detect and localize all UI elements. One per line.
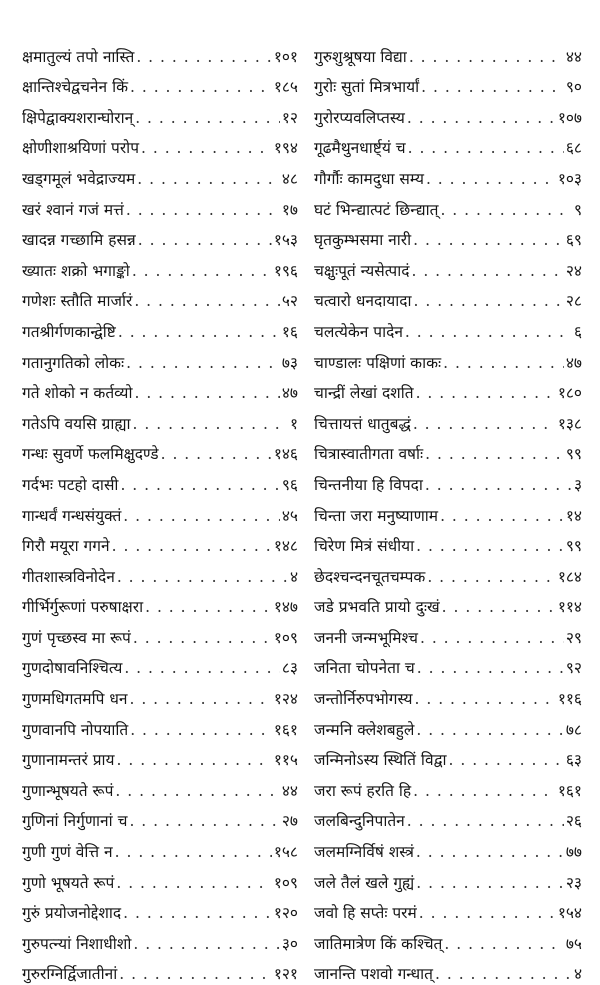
page-number: १८० [557, 384, 582, 403]
dot-leader [416, 720, 564, 740]
page-number: ७७ [565, 843, 582, 862]
verse-first-line: जननी जन्मभूमिश्च [314, 628, 418, 647]
page-number: ७५ [565, 934, 582, 953]
page-number: १६ [281, 322, 298, 341]
index-entry [22, 434, 298, 465]
index-entry [314, 464, 582, 495]
verse-first-line: गुणमधिगतमपि धन [22, 690, 128, 709]
verse-first-line: घटं भिन्द्यात्पटं छिन्द्यात् [314, 200, 439, 219]
verse-first-line: जरा रूपं हरति हि [314, 781, 412, 800]
page-number: १२१ [273, 965, 298, 984]
verse-first-line: गुणानामन्तरं प्राय [22, 751, 115, 770]
verse-first-line: जनिता चोपनेता च [314, 659, 415, 678]
page-number: १३८ [557, 414, 582, 433]
page-number: ४ [573, 965, 582, 984]
page-number: १४७ [273, 598, 298, 617]
index-entry [22, 220, 298, 251]
index-entry [22, 189, 298, 220]
page-number: २९ [565, 628, 582, 647]
verse-first-line: गुणी गुणं वेत्ति न [22, 843, 113, 862]
index-entry [314, 556, 582, 587]
dot-leader [123, 903, 272, 923]
index-entry [314, 311, 582, 342]
page-number: ४४ [281, 781, 298, 800]
dot-leader [135, 108, 280, 128]
dot-leader [145, 597, 272, 617]
dot-leader [407, 811, 564, 831]
index-entry [22, 311, 298, 342]
verse-first-line: गणेशः स्तौति मार्जारं [22, 292, 133, 311]
dot-leader [134, 383, 279, 403]
page-number: ९९ [565, 537, 582, 556]
page-number: १४८ [273, 537, 298, 556]
index-entry [314, 954, 582, 985]
page-number: १०१ [273, 47, 298, 66]
index-entry [314, 893, 582, 924]
page-number: ४७ [281, 384, 298, 403]
index-entry [314, 373, 582, 404]
dot-leader [161, 444, 272, 464]
index-entry [22, 740, 298, 771]
dot-leader [413, 230, 564, 250]
page-number: ११४ [557, 598, 582, 617]
page-number: २६ [565, 812, 582, 831]
verse-first-line: चलत्येकेन पादेन [314, 322, 403, 341]
page-number: १९६ [273, 261, 298, 280]
page-number: १ [289, 414, 298, 433]
verse-first-line: गुणं पृच्छस्व मा रूपं [22, 628, 131, 647]
page-number: २८ [565, 292, 582, 311]
verse-first-line: गतश्रीर्गणकान्द्वेष्टि [22, 322, 116, 341]
dot-leader [137, 169, 280, 189]
page-number: १२४ [273, 690, 298, 709]
verse-first-line: चत्वारो धनदायादा [314, 292, 412, 311]
index-entry [22, 831, 298, 862]
index-entry [22, 709, 298, 740]
dot-leader [440, 200, 571, 220]
index-entry [22, 97, 298, 128]
index-entry [314, 434, 582, 465]
verse-first-line: गुरोः सुतां मित्रभार्यां [314, 78, 420, 97]
dot-leader [126, 353, 280, 373]
verse-first-line: जलमग्निर्विषं शस्त्रं [314, 843, 414, 862]
index-entry [22, 862, 298, 893]
index-entry [314, 158, 582, 189]
verse-first-line: गूढमैथुनधार्ष्ट्यं च [314, 139, 406, 158]
index-entry [314, 801, 582, 832]
index-entry [314, 770, 582, 801]
page-number: १६१ [273, 720, 298, 739]
index-entry [22, 526, 298, 557]
index-entry [314, 189, 582, 220]
page-number: ९९ [565, 445, 582, 464]
dot-leader [126, 200, 280, 220]
verse-first-line: चाण्डालः पक्षिणां काकः [314, 353, 442, 372]
dot-leader [119, 964, 272, 984]
index-entry [314, 67, 582, 98]
dot-leader [115, 781, 279, 801]
dot-leader [425, 475, 572, 495]
index-entry [22, 250, 298, 281]
index-entry [22, 678, 298, 709]
page-number: ४५ [281, 506, 298, 525]
dot-leader [118, 322, 280, 342]
index-entry [22, 770, 298, 801]
page-number: ३० [281, 934, 298, 953]
verse-first-line: चित्तायत्तं धातुबद्धं [314, 414, 411, 433]
dot-leader [130, 77, 272, 97]
dot-leader [117, 567, 288, 587]
index-entry [22, 464, 298, 495]
right-index-column [314, 36, 582, 984]
dot-leader [414, 689, 555, 709]
index-entry [22, 923, 298, 954]
page-number: ९० [565, 78, 582, 97]
dot-leader [413, 414, 556, 434]
page-number: १२० [273, 904, 298, 923]
dot-leader [407, 108, 556, 128]
verse-first-line: चान्द्रीं लेखां दशति [314, 384, 414, 403]
page-number: १४६ [273, 445, 298, 464]
index-entry [22, 587, 298, 618]
verse-first-line: छेदश्चन्दनचूतचम्पक [314, 567, 426, 586]
dot-leader [419, 903, 556, 923]
verse-first-line: गन्धः सुवर्णे फलमिक्षुदण्डे [22, 445, 159, 464]
verse-first-line: जले तैलं खले गुह्यं [314, 873, 415, 892]
page-number: ९ [573, 200, 582, 219]
verse-first-line: क्षोणीशाश्रयिणां परोप [22, 139, 139, 158]
dot-leader [133, 414, 288, 434]
verse-first-line: गुणवानपि नोपयाति [22, 720, 129, 739]
verse-first-line: खड्गमूलं भवेद्राज्यम [22, 169, 136, 188]
dot-leader [129, 689, 271, 709]
index-entry [22, 281, 298, 312]
page-number: ११५ [273, 751, 298, 770]
index-entry [314, 831, 582, 862]
index-entry [22, 158, 298, 189]
dot-leader [414, 291, 564, 311]
verse-first-line: जडे प्रभवति प्रायो दुःखं [314, 598, 440, 617]
dot-leader [416, 873, 564, 893]
index-entry [22, 801, 298, 832]
index-entry [22, 954, 298, 985]
verse-first-line: गान्धर्वं गन्धसंयुक्तं [22, 506, 122, 525]
dot-leader [440, 506, 564, 526]
verse-first-line: गुणदोषावनिश्चित्य [22, 659, 123, 678]
verse-first-line: गतानुगतिको लोकः [22, 353, 125, 372]
verse-first-line: गुरुशुश्रूषया विद्या [314, 47, 407, 66]
page-number: १४ [565, 506, 582, 525]
index-entry [22, 648, 298, 679]
verse-first-line: जन्तोर्निरुपभोगस्य [314, 690, 413, 709]
page-number: ८३ [281, 659, 298, 678]
page-number: ६८ [565, 139, 582, 158]
page-number: ७३ [281, 353, 298, 372]
page-number: ६३ [565, 751, 582, 770]
index-entry [314, 526, 582, 557]
index-entry [314, 403, 582, 434]
dot-leader [442, 597, 556, 617]
page-number: ९२ [565, 659, 582, 678]
verse-first-line: चक्षुःपूतं न्यसेत्पादं [314, 261, 410, 280]
verse-first-line: चित्रास्वातीगता वर्षाः [314, 445, 424, 464]
index-entry [22, 617, 298, 648]
index-entry [22, 342, 298, 373]
dot-leader [416, 536, 564, 556]
page-number: ६९ [565, 231, 582, 250]
dot-leader [444, 934, 564, 954]
dot-leader [133, 628, 272, 648]
verse-first-line: गुरुं प्रयोजनोद्देशाद [22, 904, 122, 923]
verse-first-line: खादन्न गच्छामि हसन्न [22, 231, 136, 250]
index-entry [314, 678, 582, 709]
verse-first-line: चिन्तनीया हि विपदा [314, 475, 423, 494]
dot-leader [416, 842, 564, 862]
index-entry [314, 250, 582, 281]
index-entry [22, 495, 298, 526]
index-entry [314, 97, 582, 128]
page-number: १५४ [557, 904, 582, 923]
dot-leader [120, 475, 279, 495]
page-number: १०७ [557, 108, 582, 127]
dot-leader [421, 77, 564, 97]
page-number: १५३ [273, 231, 298, 250]
page-number: २७ [281, 812, 298, 831]
dot-leader [117, 750, 272, 770]
verse-first-line: जवो हि सप्तेः परमं [314, 904, 417, 923]
index-entry [314, 36, 582, 67]
dot-leader [408, 138, 564, 158]
verse-first-line: जन्मनि क्लेशबहुले [314, 720, 415, 739]
index-entry [314, 709, 582, 740]
page-number: ५२ [281, 292, 298, 311]
verse-first-line: ख्यातः शक्रो भगाङ्को [22, 261, 130, 280]
page-number: ७८ [565, 720, 582, 739]
page-number: १९४ [273, 139, 298, 158]
index-entry [314, 495, 582, 526]
dot-leader [134, 291, 280, 311]
dot-leader [413, 781, 556, 801]
verse-first-line: गिरौ मयूरा गगने [22, 537, 110, 556]
dot-leader [116, 873, 271, 893]
verse-first-line: क्षान्तिश्चेद्वचनेन किं [22, 78, 128, 97]
dot-leader [132, 261, 272, 281]
verse-first-line: गते शोको न कर्तव्यो [22, 384, 133, 403]
index-entry [22, 403, 298, 434]
verse-first-line: गुणान्भूषयते रूपं [22, 781, 114, 800]
dot-leader [115, 842, 272, 862]
page-number: २३ [565, 873, 582, 892]
page-number: ६ [573, 322, 582, 341]
verse-first-line: खरं श्वानं गजं मत्तं [22, 200, 124, 219]
page-number: १५८ [273, 843, 298, 862]
index-entry [314, 281, 582, 312]
dot-leader [449, 750, 564, 770]
dot-leader [133, 934, 280, 954]
dot-leader [425, 444, 564, 464]
dot-leader [417, 658, 564, 678]
verse-first-line: जन्मिनोऽस्य स्थितिं विद्वा [314, 751, 447, 770]
verse-first-line: गौर्गौः कामदुधा सम्य [314, 169, 424, 188]
page-number: १८५ [273, 78, 298, 97]
page-number: १०३ [557, 169, 582, 188]
page-number: ४४ [565, 47, 582, 66]
dot-leader [123, 506, 280, 526]
page-number: १०९ [273, 873, 298, 892]
index-entry [314, 128, 582, 159]
dot-leader [420, 628, 564, 648]
dot-leader [443, 353, 564, 373]
dot-leader [426, 169, 556, 189]
page-number: ३ [573, 475, 582, 494]
index-entry [314, 617, 582, 648]
page-number: ४७ [565, 353, 582, 372]
dot-leader [405, 322, 572, 342]
dot-leader [435, 964, 572, 984]
page-number: ११६ [557, 690, 582, 709]
dot-leader [112, 536, 272, 556]
verse-first-line: गीर्भिर्गुरूणां परुषाक्षरा [22, 598, 144, 617]
verse-first-line: घृतकुम्भसमा नारी [314, 231, 412, 250]
index-entry [22, 67, 298, 98]
dot-leader [138, 230, 272, 250]
index-entry [22, 373, 298, 404]
verse-first-line: चिरेण मित्रं संधीया [314, 537, 415, 556]
index-entry [314, 648, 582, 679]
index-entry [314, 587, 582, 618]
index-entry [22, 36, 298, 67]
dot-leader [427, 567, 555, 587]
index-entry [314, 923, 582, 954]
verse-first-line: गतेऽपि वयसि ग्राह्या [22, 414, 131, 433]
dot-leader [411, 261, 563, 281]
page-number: १६१ [557, 781, 582, 800]
verse-first-line: जानन्ति पशवो गन्धात् [314, 965, 433, 984]
verse-first-line: क्षमातुल्यं तपो नास्ति [22, 47, 135, 66]
page-number: १२ [281, 108, 298, 127]
verse-first-line: चिन्ता जरा मनुष्याणाम [314, 506, 439, 525]
index-entry [314, 220, 582, 251]
index-entry [314, 862, 582, 893]
verse-first-line: गर्दभः पटहो दासी [22, 475, 119, 494]
verse-first-line: जलबिन्दुनिपातेन [314, 812, 405, 831]
page-number: ४८ [281, 169, 298, 188]
dot-leader [124, 658, 280, 678]
verse-first-line: गुणिनां निर्गुणानां च [22, 812, 128, 831]
dot-leader [129, 811, 279, 831]
verse-first-line: गुरोरप्यवलिप्तस्य [314, 108, 405, 127]
dot-leader [409, 47, 564, 67]
page-number: ९६ [281, 475, 298, 494]
index-entry [22, 893, 298, 924]
dot-leader [136, 47, 272, 67]
verse-first-line: गीतशास्त्रविनोदेन [22, 567, 115, 586]
verse-first-line: क्षिपेद्वाक्यशरान्घोरान् [22, 108, 134, 127]
verse-first-line: गुरुपत्न्यां निशाधीशो [22, 934, 132, 953]
page-number: १७ [281, 200, 298, 219]
page-number: ४ [289, 567, 298, 586]
index-entry [314, 740, 582, 771]
page-number: १८४ [557, 567, 582, 586]
index-entry [22, 556, 298, 587]
index-entry [22, 128, 298, 159]
page-number: १०९ [273, 628, 298, 647]
index-entry [314, 342, 582, 373]
dot-leader [130, 720, 272, 740]
dot-leader [416, 383, 556, 403]
page-number: २४ [565, 261, 582, 280]
verse-first-line: गुरुरग्निर्द्विजातीनां [22, 965, 118, 984]
verse-first-line: जातिमात्रेण किं कश्चित् [314, 934, 443, 953]
left-index-column [22, 36, 298, 984]
dot-leader [141, 138, 272, 158]
verse-first-line: गुणो भूषयते रूपं [22, 873, 115, 892]
